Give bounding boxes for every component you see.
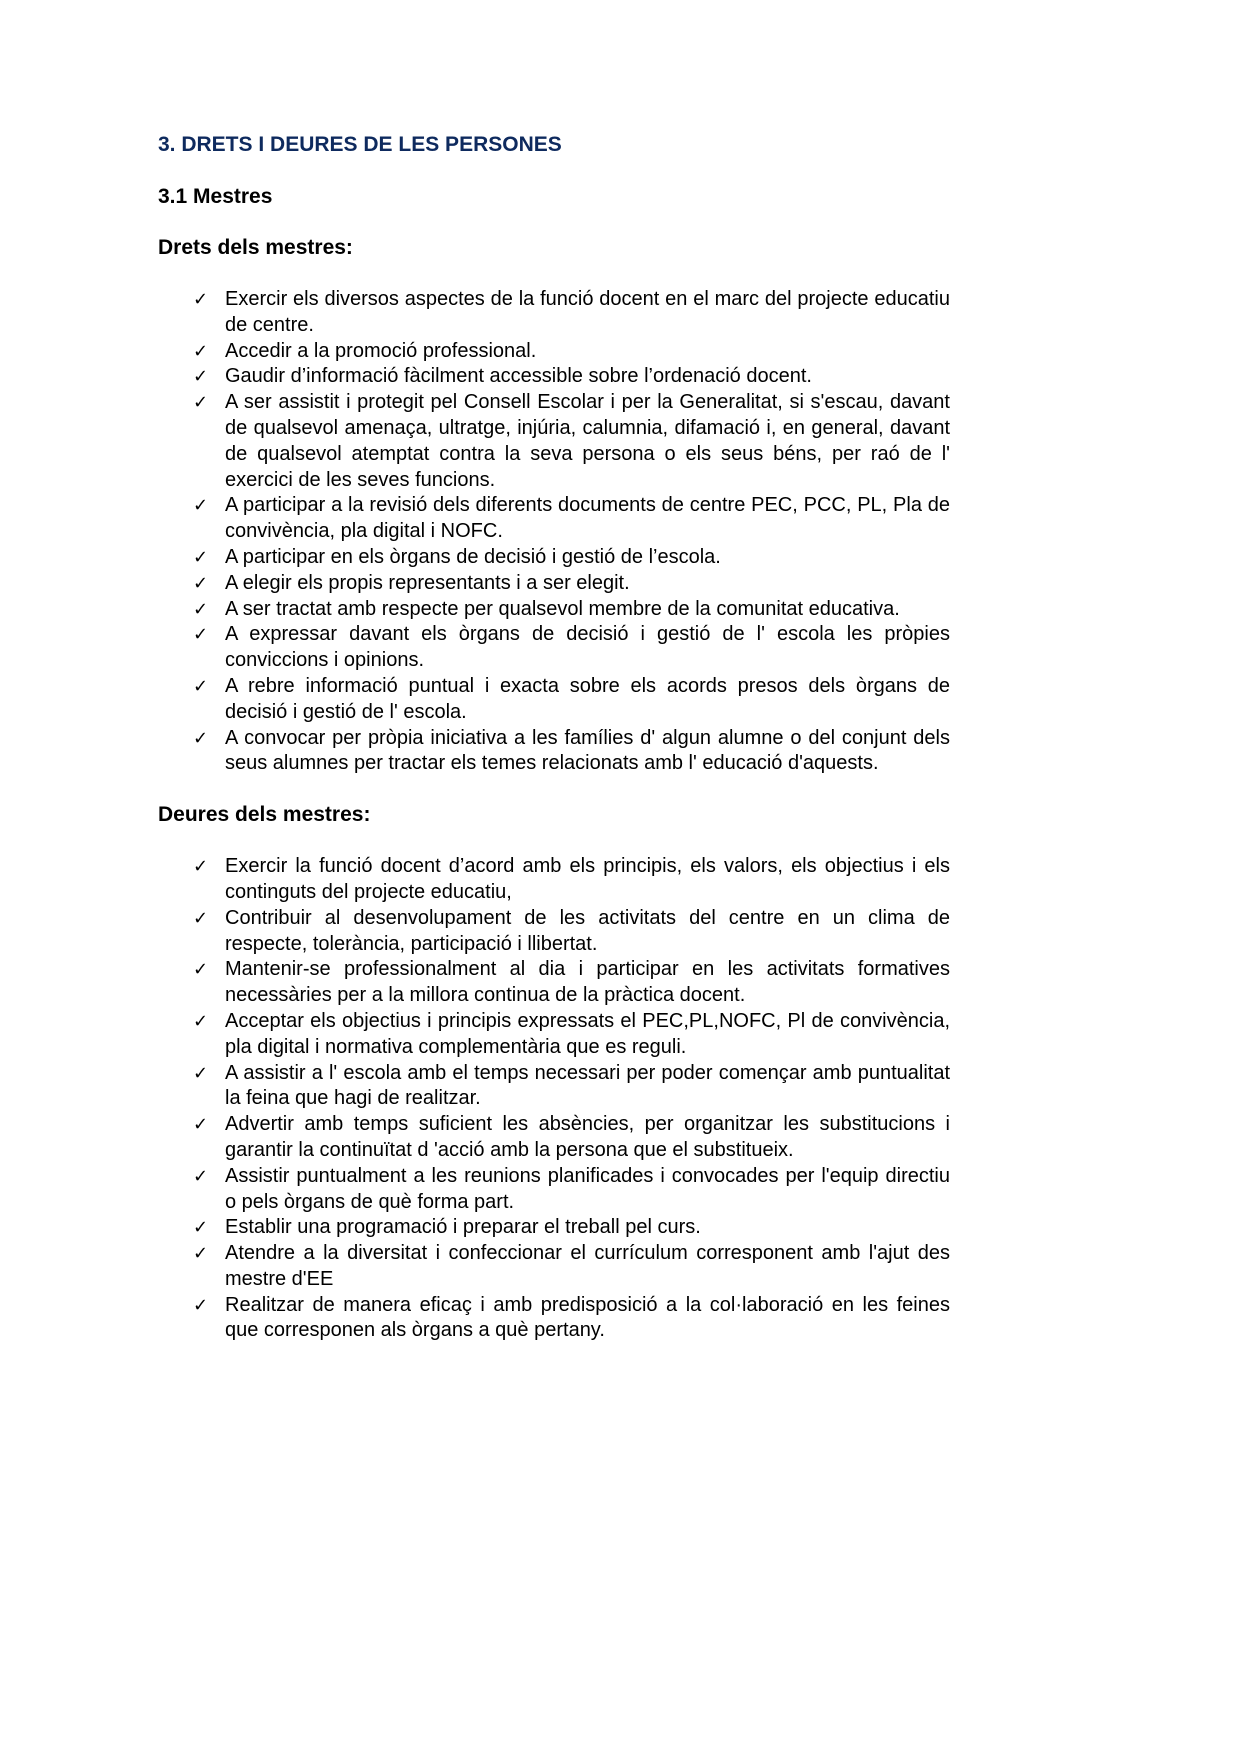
list-item-text: Establir una programació i preparar el treball pel curs. [225,1216,701,1239]
checkmark-icon: ✓ [193,959,209,981]
deures-title: Deures dels mestres: [158,803,371,827]
list-item-text: Contribuir al desenvolupament de les activitats del centre en un clima de respecte, tolerància, participació i llibertat. [225,906,950,955]
list-item [158,957,950,1009]
section-heading: 3. DRETS I DEURES DE LES PERSONES [158,133,562,156]
list-item [158,1215,950,1241]
list-item [158,364,950,390]
list-item [158,287,950,339]
list-item [158,1164,950,1216]
list-item [158,1112,950,1164]
list-item-text: A rebre informació puntual i exacta sobre els acords presos dels òrgans de decisió i gestió de l' escola. [225,674,950,723]
checkmark-icon: ✓ [193,598,209,620]
checkmark-icon: ✓ [193,856,209,878]
drets-list [158,287,950,777]
list-item [158,1241,950,1293]
checkmark-icon: ✓ [193,907,209,929]
list-item [158,622,950,674]
checkmark-icon: ✓ [193,392,209,414]
checkmark-icon: ✓ [193,1243,209,1265]
list-item-text: Advertir amb temps suficient les absències, per organitzar les substitucions i garantir la continuïtat d 'acció amb la persona que el substitueix. [225,1113,950,1161]
list-item-text: Assistir puntualment a les reunions planificades i convocades per l'equip directiu o pels òrgans de què forma part. [225,1164,950,1213]
list-item [158,339,950,365]
list-item [158,1009,950,1061]
list-item-text: Atendre a la diversitat i confeccionar el currículum corresponent amb l'ajut des mestre d'EE [225,1242,950,1290]
checkmark-icon: ✓ [193,1294,209,1316]
list-item [158,674,950,726]
deures-list [158,854,950,1344]
list-item [158,1293,950,1345]
checkmark-icon: ✓ [193,572,209,594]
list-item [158,571,950,597]
checkmark-icon: ✓ [193,366,209,388]
list-item [158,390,950,493]
checkmark-icon: ✓ [193,340,209,362]
checkmark-icon: ✓ [193,1217,209,1239]
list-item-text: A elegir els propis representants i a ser elegit. [225,571,630,594]
drets-title: Drets dels mestres: [158,236,353,259]
list-item-text: Acceptar els objectius i principis expressats el PEC,PL,NOFC, Pl de convivència, pla digital i normativa complementària que es reguli. [225,1009,950,1058]
list-item [158,545,950,571]
checkmark-icon: ✓ [193,1114,209,1136]
list-item-text: Exercir la funció docent d’acord amb els principis, els valors, els objectius i els continguts del projecte educatiu, [225,855,950,903]
checkmark-icon: ✓ [193,495,209,517]
list-item-text: A ser tractat amb respecte per qualsevol membre de la comunitat educativa. [225,597,900,620]
checkmark-icon: ✓ [193,727,209,749]
list-item-text: A participar en els òrgans de decisió i gestió de l’escola. [225,545,721,568]
list-item-text: Accedir a la promoció professional. [225,339,537,362]
list-item-text: Mantenir-se professionalment al dia i participar en les activitats formatives necessàries per a la millora continua de la pràctica docent. [225,958,950,1007]
checkmark-icon: ✓ [193,624,209,646]
list-item [158,906,950,958]
list-item [158,854,950,906]
list-item [158,597,950,623]
checkmark-icon: ✓ [193,1010,209,1032]
list-item-text: Exercir els diversos aspectes de la funció docent en el marc del projecte educatiu de centre. [225,288,950,336]
list-item-text: Gaudir d’informació fàcilment accessible sobre l’ordenació docent. [225,365,812,388]
document-page [158,131,950,1344]
list-item-text: A assistir a l' escola amb el temps necessari per poder començar amb puntualitat la feina que hagi de realitzar. [225,1061,950,1110]
checkmark-icon: ✓ [193,546,209,568]
list-item [158,493,950,545]
list-item-text: A participar a la revisió dels diferents documents de centre PEC, PCC, PL, Pla de convivència, pla digital i NOFC. [225,494,950,543]
list-item-text: A expressar davant els òrgans de decisió i gestió de l' escola les pròpies conviccions i opinions. [225,623,950,672]
list-item-text: A ser assistit i protegit pel Consell Escolar i per la Generalitat, si s'escau, davant de qualsevol amenaça, ultratge, injúria, calumnia, difamació i, en general, davant de qualsevol atemptat contra la seva persona o els seus béns, per raó de l' exercici de les seves funcions. [225,391,950,491]
checkmark-icon: ✓ [193,289,209,310]
list-item [158,1061,950,1113]
checkmark-icon: ✓ [193,1165,209,1187]
subsection-heading: 3.1 Mestres [158,185,273,208]
checkmark-icon: ✓ [193,675,209,697]
list-item [158,726,950,778]
list-item-text: Realitzar de manera eficaç i amb predisposició a la col·laboració en les feines que corresponen als òrgans a què pertany. [225,1293,950,1342]
list-item-text: A convocar per pròpia iniciativa a les famílies d' algun alumne o del conjunt dels seus alumnes per tractar els temes relacionats amb l' educació d'aquests. [225,726,950,775]
checkmark-icon: ✓ [193,1062,209,1084]
